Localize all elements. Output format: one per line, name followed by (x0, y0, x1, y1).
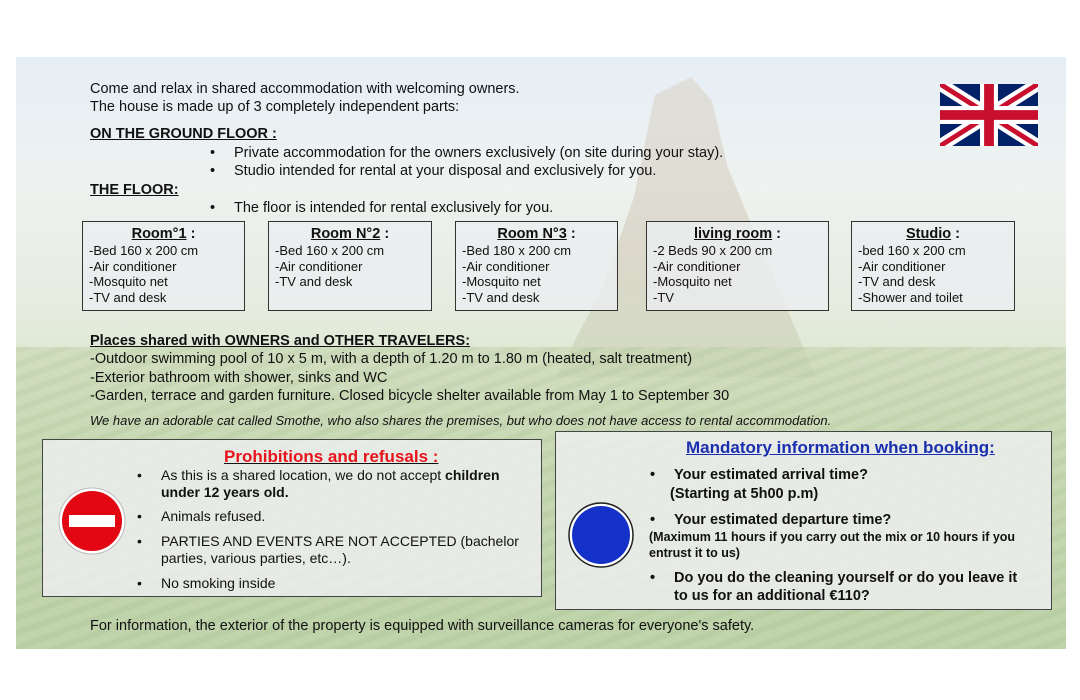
room-feature: -Bed 180 x 200 cm (462, 243, 572, 258)
room-feature: -Air conditioner (89, 258, 177, 274)
room-feature: -Air conditioner (462, 258, 550, 274)
shared-line: -Outdoor swimming pool of 10 x 5 m, with a depth of 1.20 m to 1.80 m (heated, salt treatment) (90, 351, 693, 367)
cat-note: We have an adorable cat called Smothe, who also shares the premises, but who does not have access to rental accommodation. (90, 413, 832, 428)
prohibitions-box (42, 439, 542, 597)
room-feature: -TV and desk (275, 274, 353, 290)
room-title: Studio : (906, 226, 960, 242)
room-title: Room°1 : (131, 226, 196, 242)
uk-flag-icon (940, 84, 1038, 146)
ground-floor-item: • Private accommodation for the owners exclusively (on site during your stay). (210, 145, 724, 161)
ground-floor-heading: ON THE GROUND FLOOR : (90, 126, 277, 142)
room-feature: -2 Beds 90 x 200 cm (653, 243, 773, 258)
intro-line-2: The house is made up of 3 completely independent parts: (90, 99, 460, 115)
ground-floor-item: • Studio intended for rental at your disposal and exclusively for you. (210, 163, 657, 179)
room-title: living room : (693, 226, 781, 242)
room-card (268, 221, 432, 311)
mandatory-item: • Do you do the cleaning yourself or do you leave it to us for an additional €110? (650, 570, 1018, 604)
room-title: Room N°2 : (310, 226, 390, 242)
room-feature: -Mosquito net (89, 274, 168, 290)
shared-line: -Garden, terrace and garden furniture. Closed bicycle shelter available from May 1 to September 30 (90, 388, 730, 404)
shared-line: -Exterior bathroom with shower, sinks and WC (90, 370, 388, 386)
prohibition-item: • Animals refused. (137, 508, 266, 524)
room-feature: -Mosquito net (653, 274, 732, 290)
room-card (851, 221, 1015, 311)
room-feature: -TV and desk (89, 290, 167, 306)
mandatory-item: • Your estimated departure time? (650, 512, 892, 528)
prohibitions-title: Prohibitions and refusals : (224, 447, 439, 466)
floor-heading: THE FLOOR: (90, 182, 179, 198)
room-feature: -TV and desk (858, 274, 936, 290)
room-feature: -Air conditioner (653, 258, 741, 274)
room-title: Room N°3 : (497, 226, 576, 242)
floor-item: • The floor is intended for rental exclusively for you. (210, 200, 554, 216)
intro-line-1: Come and relax in shared accommodation with welcoming owners. (90, 81, 520, 97)
shared-heading: Places shared with OWNERS and OTHER TRAVELERS: (90, 333, 471, 349)
room-feature: -Bed 160 x 200 cm (89, 243, 199, 258)
room-feature: -Air conditioner (275, 258, 363, 274)
room-feature: -bed 160 x 200 cm (858, 243, 966, 258)
mandatory-item: • Your estimated arrival time? (650, 467, 868, 483)
no-entry-sign-icon (57, 486, 127, 556)
room-card (646, 221, 829, 311)
mandatory-item-sub: (Maximum 11 hours if you carry out the mix or 10 hours if you entrust it to us) (649, 530, 1016, 560)
prohibition-item: • PARTIES AND EVENTS ARE NOT ACCEPTED (bachelor parties, various parties, etc…). (137, 533, 519, 566)
room-card (455, 221, 618, 311)
prohibition-item: • As this is a shared location, we do not accept children under 12 years old. (137, 467, 500, 500)
mandatory-info-box (555, 431, 1052, 610)
room-feature: -Air conditioner (858, 258, 946, 274)
mandatory-title: Mandatory information when booking: (686, 438, 995, 457)
blue-circle-icon (567, 501, 635, 569)
room-card (82, 221, 245, 311)
footer-note: For information, the exterior of the property is equipped with surveillance cameras for everyone's safety. (90, 618, 755, 634)
mandatory-item-sub: (Starting at 5h00 p.m) (670, 486, 819, 502)
room-feature: -Bed 160 x 200 cm (275, 243, 385, 258)
room-feature: -Shower and toilet (858, 290, 963, 306)
prohibition-item: • No smoking inside (137, 575, 276, 591)
room-feature: -TV (653, 290, 674, 306)
room-feature: -Mosquito net (462, 274, 541, 290)
room-feature: -TV and desk (462, 290, 540, 306)
